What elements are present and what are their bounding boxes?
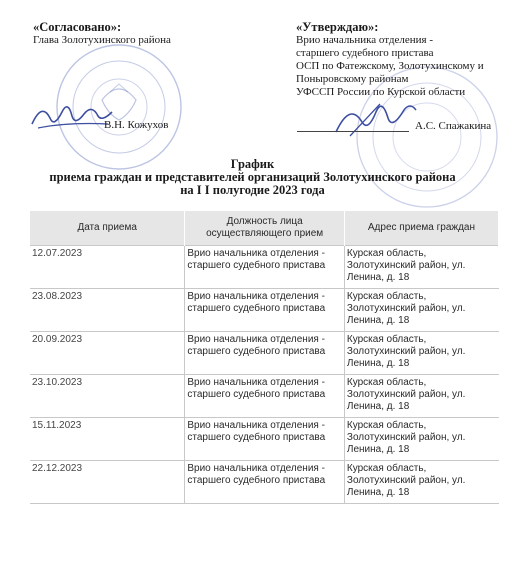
title-line-2: приема граждан и представителей организаций Золотухинского района [49,170,456,184]
schedule-table [30,211,499,504]
approval-right-title: «Утверждаю»: [296,20,379,34]
cell-address: Курская область, Золотухинский район, ул. Ленина, д. 18 [344,418,498,461]
column-header-date: Дата приема [30,211,185,246]
cell-date: 15.11.2023 [30,418,185,461]
approval-left-title: «Согласовано»: [33,20,122,34]
cell-position: Врио начальника отделения - старшего судебного пристава [185,461,345,504]
cell-address: Курская область, Золотухинский район, ул. Ленина, д. 18 [344,375,498,418]
title-line-1: График [230,157,275,171]
coat-of-arms-seal [52,40,187,175]
cell-position: Врио начальника отделения - старшего судебного пристава [185,246,345,289]
approval-left-line: Глава Золотухинского района [33,34,171,46]
cell-position: Врио начальника отделения - старшего судебного пристава [185,332,345,375]
title-line-3: на I I полугодие 2023 года [180,183,325,197]
table-row [30,332,499,375]
approval-right-line: УФССП России по Курской области [296,86,466,98]
approval-right-line: Врио начальника отделения - [296,34,434,46]
table-row [30,461,499,504]
cell-address: Курская область, Золотухинский район, ул. Ленина, д. 18 [344,289,498,332]
approval-right-line: Поныровскому районам [296,73,409,85]
table-row [30,246,499,289]
column-header-position: Должность лица осуществляющего прием [185,211,345,246]
table-row [30,289,499,332]
signer-left: В.Н. Кожухов [104,119,169,131]
column-header-address: Адрес приема граждан [344,211,498,246]
cell-position: Врио начальника отделения - старшего судебного пристава [185,375,345,418]
document-title [0,158,505,197]
cell-date: 12.07.2023 [30,246,185,289]
cell-address: Курская область, Золотухинский район, ул. Ленина, д. 18 [344,461,498,504]
table-row [30,375,499,418]
approval-right-line: старшего судебного пристава [296,47,434,59]
cell-date: 20.09.2023 [30,332,185,375]
cell-position: Врио начальника отделения - старшего судебного пристава [185,418,345,461]
table-header-row [30,211,499,246]
cell-date: 22.12.2023 [30,461,185,504]
cell-position: Врио начальника отделения - старшего судебного пристава [185,289,345,332]
signer-right-row [297,119,495,132]
cell-date: 23.10.2023 [30,375,185,418]
approval-block-left [33,20,253,47]
approval-block-right [296,20,501,99]
signature-line [297,119,409,132]
cell-address: Курская область, Золотухинский район, ул. Ленина, д. 18 [344,246,498,289]
table-row [30,418,499,461]
cell-date: 23.08.2023 [30,289,185,332]
cell-address: Курская область, Золотухинский район, ул. Ленина, д. 18 [344,332,498,375]
signer-right: А.С. Спажакина [415,120,492,132]
approval-right-line: ОСП по Фатежскому, Золотухинскому и [296,60,484,72]
